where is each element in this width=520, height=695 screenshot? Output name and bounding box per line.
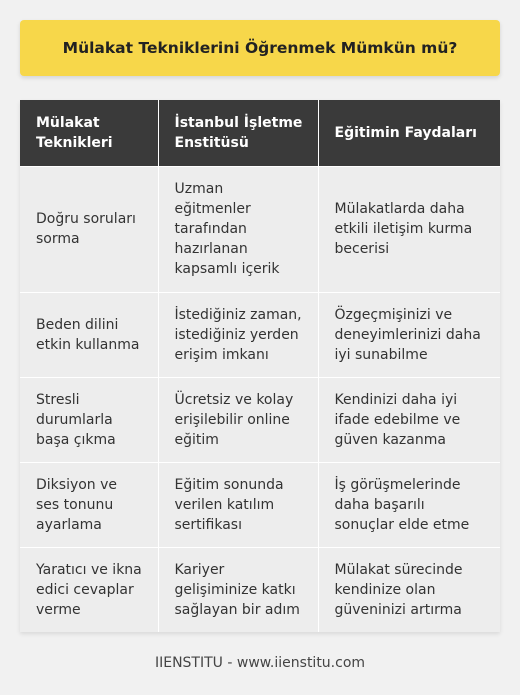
- header-cell-institute: İstanbul İşletme Enstitüsü: [158, 100, 318, 166]
- comparison-table: [20, 100, 500, 632]
- table-cell: Eğitim sonunda verilen katılım sertifikası: [158, 462, 318, 547]
- header-cell-techniques: Mülakat Teknikleri: [20, 100, 158, 166]
- table-row: [20, 292, 500, 377]
- table-cell: Mülakat sürecinde kendinize olan güveninizi artırma: [318, 547, 500, 632]
- table-row: [20, 377, 500, 462]
- title-banner: [20, 20, 500, 76]
- header-cell-benefits: Eğitimin Faydaları: [318, 100, 500, 166]
- table-cell: Ücretsiz ve kolay erişilebilir online eğitim: [158, 377, 318, 462]
- table-cell: İş görüşmelerinde daha başarılı sonuçlar elde etme: [318, 462, 500, 547]
- table-cell: Beden dilini etkin kullanma: [20, 292, 158, 377]
- table-cell: Diksiyon ve ses tonunu ayarlama: [20, 462, 158, 547]
- table-cell: Mülakatlarda daha etkili iletişim kurma becerisi: [318, 166, 500, 292]
- table-cell: Doğru soruları sorma: [20, 166, 158, 292]
- table-cell: İstediğiniz zaman, istediğiniz yerden erişim imkanı: [158, 292, 318, 377]
- page-title: Mülakat Tekniklerini Öğrenmek Mümkün mü?: [62, 39, 458, 57]
- table-row: [20, 547, 500, 632]
- footer-text: IIENSTITU - www.iienstitu.com: [154, 655, 366, 671]
- table-cell: Uzman eğitmenler tarafından hazırlanan kapsamlı içerik: [158, 166, 318, 292]
- table-row: [20, 166, 500, 292]
- table-row: [20, 462, 500, 547]
- table-header-row: [20, 100, 500, 166]
- table-cell: Özgeçmişinizi ve deneyimlerinizi daha iyi sunabilme: [318, 292, 500, 377]
- table-cell: Kariyer gelişiminize katkı sağlayan bir adım: [158, 547, 318, 632]
- table-cell: Yaratıcı ve ikna edici cevaplar verme: [20, 547, 158, 632]
- table-cell: Stresli durumlarla başa çıkma: [20, 377, 158, 462]
- table-cell: Kendinizi daha iyi ifade edebilme ve güven kazanma: [318, 377, 500, 462]
